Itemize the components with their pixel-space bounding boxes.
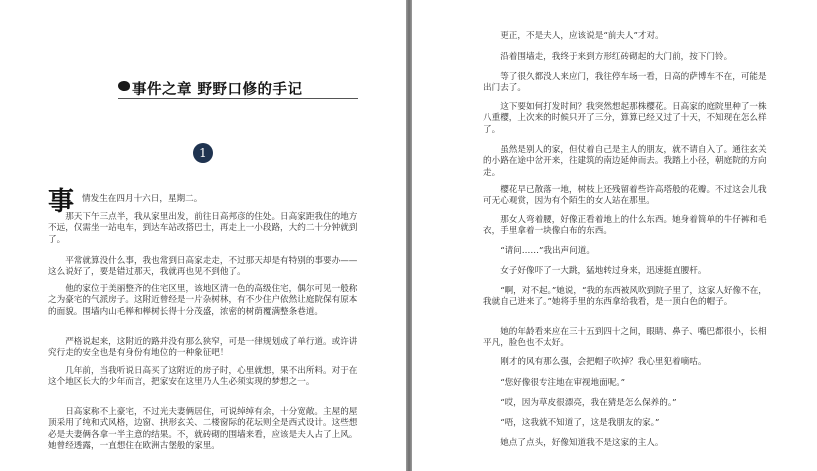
- chapter-title: 事件之章 野野口修的手记: [132, 81, 303, 98]
- paragraph: 更正，不是夫人，应该说是“前夫人”才对。: [500, 31, 664, 41]
- paragraph: 女子好像吓了一大跳，猛地转过身来，迅速挺直腰杆。: [500, 266, 707, 276]
- paragraph: 平常就算没什么事，我也常到日高家走走，不过那天却是有特别的事要办——这么说好了，要是错过那天，我就再也见不到他了。: [48, 256, 358, 278]
- paragraph: 樱花早已散落一地，树枝上还残留着些许高塔般的花瓣。不过这会儿我可无心观赏，因为有个陌生的女人站在那里。: [483, 185, 767, 207]
- paragraph: 那天下午三点半，我从家里出发，前往日高邦彦的住处。日高家距我住的地方不远，仅需坐一站电车，到达车站改搭巴士，再走上一小段路，大约二十分钟就到了。: [48, 212, 358, 245]
- paragraph: “您好像很专注地在审视地面呢。”: [500, 378, 625, 388]
- left-page: [0, 0, 406, 471]
- chapter-number-badge: 1: [193, 143, 213, 163]
- paragraph: 严格说起来，这附近的路并没有那么狭窄，可是一律规划成了单行道。或许讲究行走的安全也是有身份有地位的一种象征吧！: [48, 337, 358, 359]
- chapter-heading: [118, 78, 358, 99]
- paragraph: 沿着围墙走，我终于来到方形红砖砌起的大门前，按下门铃。: [500, 52, 733, 62]
- paragraph: 这下要如何打发时间？我突然想起那株樱花。日高家的庭院里种了一株八重樱，上次来的时候只开了三分，算算已经又过了十天，不知现在怎么样了。: [483, 102, 767, 135]
- paragraph: 她的年龄看来应在三十五到四十之间，眼睛、鼻子、嘴巴都很小，长相平凡，脸色也不太好。: [483, 327, 767, 349]
- paragraph: 几年前，当我听说日高买了这附近的房子时，心里就想，果不出所料。对于在这个地区长大的少年而言，把家安在这里乃人生必须实现的梦想之一。: [48, 366, 358, 388]
- paragraph: “请问……”我出声问道。: [500, 246, 595, 256]
- paragraph: 虽然是别人的家，但仗着自己是主人的朋友，就不请自入了。通往玄关的小路在途中岔开来，往建筑的南边延伸而去。我踏上小径，朝庭院的方向走。: [483, 145, 767, 178]
- chapter-ornament-icon: [118, 81, 130, 91]
- right-page: [412, 0, 817, 471]
- paragraph: 日高家称不上豪宅，不过光夫妻俩居住，可说绰绰有余，十分宽敞。主屋的屋顶采用了纯和式风格，边窗、拱形玄关、二楼窗际的花坛则全是西式设计。这些想必是夫妻俩各拿一半主意的结果。不，就砖砌的围墙来看，应该是夫人占了上风。她曾经透露，一直想住在欧洲古堡般的家里。: [48, 407, 358, 452]
- drop-cap: 事: [48, 187, 75, 217]
- paragraph: 等了很久都没人来应门，我往停车场一看，日高的萨博车不在，可能是出门去了。: [483, 72, 767, 94]
- paragraph: “哎，因为草皮很漂亮，我在猜是怎么保养的。”: [500, 398, 677, 408]
- paragraph: “唔，这我就不知道了，这是我朋友的家。”: [500, 418, 660, 428]
- paragraph: 他的家位于美丽整齐的住宅区里，该地区清一色的高级住宅，偶尔可见一般称之为豪宅的气派房子。这附近曾经是一片杂树林，有不少住户依然让庭院保有原本的面貌。围墙内山毛榉和榉树长得十分茂盛，浓密的树荫覆满整条巷道。: [48, 284, 358, 317]
- first-line-text: 情发生在四月十六日，星期二。: [82, 194, 203, 204]
- paragraph: 那女人弯着腰，好像正看着地上的什么东西。她身着简单的牛仔裤和毛衣，手里拿着一块像白布的东西。: [483, 215, 767, 237]
- paragraph: “啊，对不起。”她说，“我的东西被风吹到院子里了，这家人好像不在，我就自己进来了。”她将手里的东西拿给我看，是一顶白色的帽子。: [483, 286, 767, 308]
- paragraph: 刚才的风有那么强，会把帽子吹掉？我心里犯着嘀咕。: [500, 357, 707, 367]
- paragraph: 她点了点头，好像知道我不是这家的主人。: [500, 438, 664, 448]
